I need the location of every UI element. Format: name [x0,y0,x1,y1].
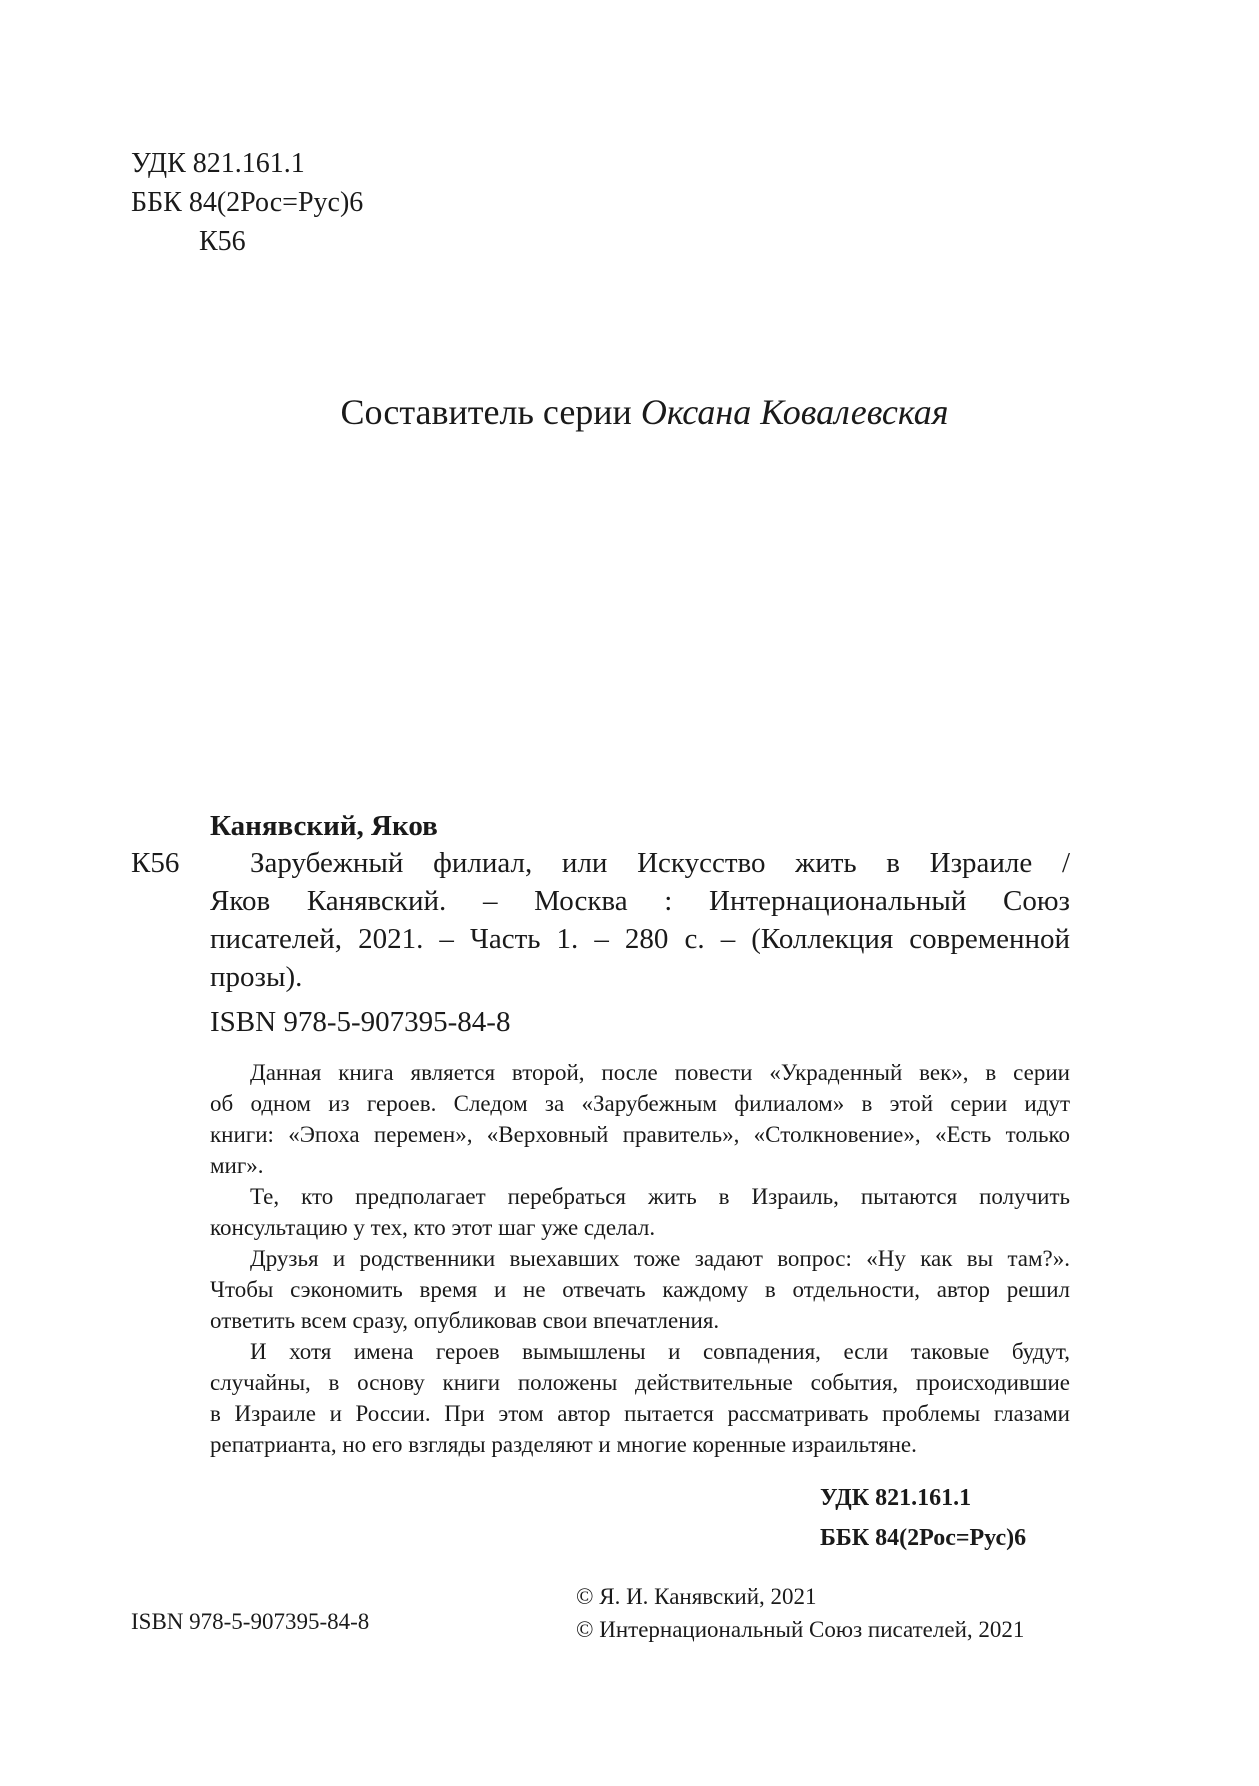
annotation-line: Чтобы сэкономить время и не отвечать каждому в отдельности, автор решил [210,1277,1070,1302]
annotation [210,1057,1070,1460]
annotation-line: Данная книга является второй, после повести «Украденный век», в серии [250,1060,1070,1085]
annotation-line: И хотя имена героев вымышлены и совпадения, если таковые будут, [250,1339,1070,1364]
annotation-line: ответить всем сразу, опубликовав свои впечатления. [210,1308,720,1333]
biblio-line: Яков Канявский. – Москва : Интернациональный Союз [210,885,1070,917]
biblio-line: прозы). [210,961,303,993]
copyright-block [576,1580,1024,1646]
annotation-line: миг». [210,1153,264,1178]
series-label: Составитель серии [340,392,632,432]
annotation-line: Друзья и родственники выехавших тоже задают вопрос: «Ну как вы там?». [250,1246,1070,1271]
author-heading: Канявский, Яков [210,810,438,842]
bottom-classification-codes [820,1478,1026,1558]
entry-cutter-code: К56 [131,847,180,879]
udk-code: УДК 821.161.1 [131,148,305,179]
series-compiler-line [0,390,1259,434]
cutter-code: К56 [199,226,246,257]
annotation-line: книги: «Эпоха перемен», «Верховный правитель», «Столкновение», «Есть только [210,1122,1070,1147]
biblio-line: писателей, 2021. – Часть 1. – 280 с. – (Коллекция современной [210,923,1070,955]
annotation-line: в Израиле и России. При этом автор пытается рассматривать проблемы глазами [210,1401,1070,1426]
bbk-code: ББК 84(2Рос=Рус)6 [131,187,364,218]
series-compiler-name: Оксана Ковалевская [640,392,949,432]
bottom-udk-code: УДК 821.161.1 [820,1485,972,1511]
annotation-line: репатрианта, но его взгляды разделяют и многие коренные израильтяне. [210,1432,917,1457]
footer-isbn: ISBN 978-5-907395-84-8 [131,1609,370,1634]
copyright-author: © Я. И. Канявский, 2021 [576,1584,817,1609]
biblio-line: Зарубежный филиал, или Искусство жить в Израиле / [250,847,1070,879]
annotation-line: об одном из героев. Следом за «Зарубежным филиалом» в этой серии идут [210,1091,1070,1116]
annotation-line: случайны, в основу книги положены действительные события, происходившие [210,1370,1070,1395]
bibliographic-description [210,844,1070,996]
annotation-line: консультацию у тех, кто этот шаг уже сделал. [210,1215,656,1240]
top-classification-codes [131,144,363,261]
entry-isbn: ISBN 978-5-907395-84-8 [210,1006,511,1038]
annotation-line: Те, кто предполагает перебраться жить в Израиль, пытаются получить [250,1184,1070,1209]
copyright-publisher: © Интернациональный Союз писателей, 2021 [576,1617,1025,1642]
bottom-bbk-code: ББК 84(2Рос=Рус)6 [820,1525,1027,1551]
